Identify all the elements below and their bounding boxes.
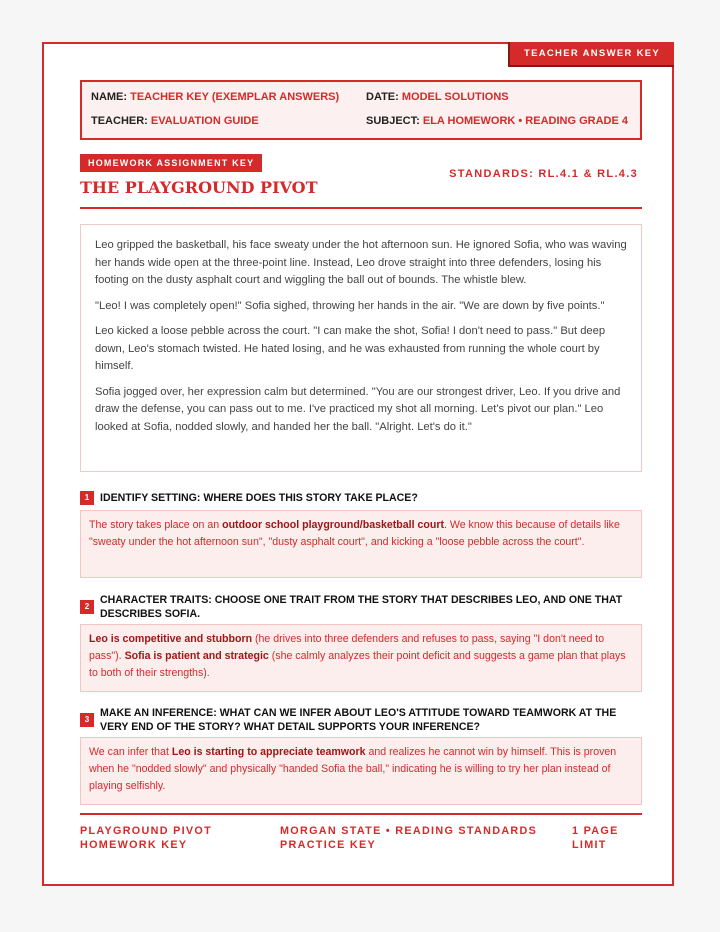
answer-text: (she calmly analyzes their point deficit and suggests a game plan that plays to both of their strengths). [89, 650, 626, 679]
footer-mid-line1: MORGAN STATE • READING STANDARDS [280, 825, 538, 837]
subject-field [366, 115, 628, 127]
footer-right-line2: LIMIT [572, 839, 607, 851]
name-value: TEACHER KEY (EXEMPLAR ANSWERS) [130, 91, 340, 103]
answer-highlight: Leo is competitive and stubborn [89, 633, 253, 645]
footer-left-line1: PLAYGROUND PIVOT [80, 825, 212, 837]
answer-highlight: Sofia is patient and strategic [124, 650, 269, 662]
footer-divider [80, 813, 642, 815]
date-value: MODEL SOLUTIONS [401, 91, 509, 103]
date-field [366, 91, 509, 103]
footer-right-line1: 1 PAGE [572, 825, 619, 837]
answer-text: . We know this because of details like "sweaty under the hot afternoon sun", "dusty asphalt court", and kicking a "loose pebble across the court". [89, 519, 620, 548]
passage-paragraph: "Leo! I was completely open!" Sofia sighed, throwing her hands in the air. "We are down by five points." [95, 299, 605, 312]
teacher-field [91, 115, 259, 127]
answer-highlight: outdoor school playground/basketball court [222, 519, 444, 531]
footer-left [80, 824, 212, 852]
teacher-value: EVALUATION GUIDE [150, 115, 259, 127]
standards-label: STANDARDS: RL.4.1 & RL.4.3 [449, 168, 638, 180]
passage-paragraph: Sofia jogged over, her expression calm but determined. "You are our strongest driver, Leo. If you drive and draw the defense, you can pass out to me. I've practiced my shot all morning. Let's pivot our plan." Leo looked at Sofia, nodded slowly, and handed her the ball. "Alright. Let's do it." [95, 385, 621, 433]
question-number: 2 [80, 600, 94, 614]
question-text: MAKE AN INFERENCE: WHAT CAN WE INFER ABOUT LEO'S ATTITUDE TOWARD TEAMWORK AT THE VERY END OF THE STORY? WHAT DETAIL SUPPORTS YOUR INFERENCE? [100, 707, 617, 733]
answer-highlight: Leo is starting to appreciate teamwork [171, 746, 366, 758]
question-number: 3 [80, 713, 94, 727]
answer-text: We can infer that [89, 746, 172, 758]
assignment-badge: HOMEWORK ASSIGNMENT KEY [80, 154, 262, 172]
answer-text: (he drives into three defenders and refuses to pass, saying "I don't need to pass"). [89, 633, 605, 662]
worksheet-page [42, 42, 674, 886]
reading-passage [80, 224, 642, 472]
page-title: THE PLAYGROUND PIVOT [80, 178, 318, 197]
subject-label: SUBJECT: [366, 115, 420, 127]
answer-key-tab: TEACHER ANSWER KEY [508, 42, 674, 67]
footer-mid-line2: PRACTICE KEY [280, 839, 376, 851]
date-label: DATE: [366, 91, 399, 103]
answer-box-2 [80, 624, 642, 692]
info-box [80, 80, 642, 140]
question-text: IDENTIFY SETTING: WHERE DOES THIS STORY TAKE PLACE? [100, 492, 418, 504]
passage-paragraph: Leo gripped the basketball, his face sweaty under the hot afternoon sun. He ignored Sofia, who was waving her hands wide open at the three-point line. Instead, Leo drove straight into three defenders, losing his footing on the dusty asphalt court and wiggling the ball out of bounds. The whistle blew. [95, 239, 627, 286]
teacher-label: TEACHER: [91, 115, 148, 127]
answer-text: The story takes place on an [89, 519, 223, 531]
name-label: NAME: [91, 91, 128, 103]
name-field [91, 91, 339, 103]
subject-value: ELA HOMEWORK • READING GRADE 4 [422, 115, 628, 127]
answer-text: and realizes he cannot win by himself. This is proven when he "nodded slowly" and physically "handed Sofia the ball," indicating he is willing to try her plan instead of playing selfishly. [89, 746, 617, 792]
question-text: CHARACTER TRAITS: CHOOSE ONE TRAIT FROM THE STORY THAT DESCRIBES LEO, AND ONE THAT DESCRIBES SOFIA. [100, 594, 623, 620]
answer-box-1 [80, 510, 642, 578]
question-number: 1 [80, 491, 94, 505]
answer-box-3 [80, 737, 642, 805]
passage-paragraph: Leo kicked a loose pebble across the court. "I can make the shot, Sofia! I don't need to pass." But deep down, Leo's stomach twisted. He hated losing, and he was exhausted from running the whole court by himself. [95, 325, 606, 372]
footer-middle [280, 824, 537, 852]
footer-right [572, 824, 619, 852]
footer-left-line2: HOMEWORK KEY [80, 839, 188, 851]
title-divider [80, 207, 642, 209]
